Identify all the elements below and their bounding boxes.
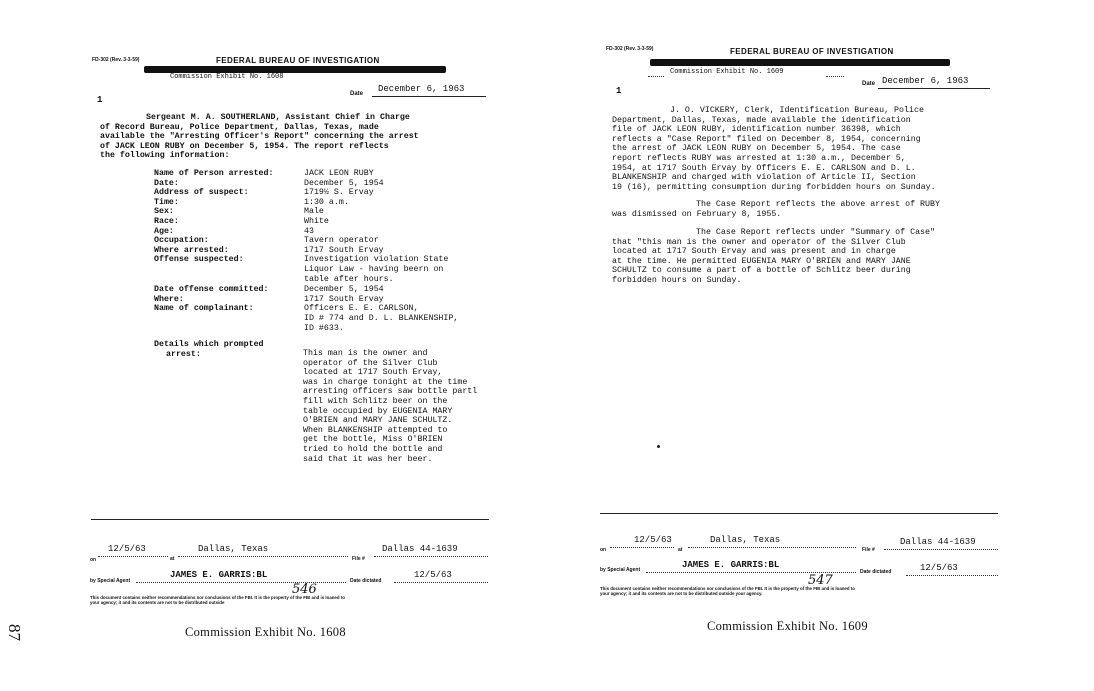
- details-line: arresting officers saw bottle partl: [303, 387, 478, 397]
- left-bureau-header: FEDERAL BUREAU OF INVESTIGATION: [216, 56, 380, 65]
- para-line: SCHULTZ to consume a part of a bottle of Schlitz beer during: [612, 266, 911, 276]
- field-row: [154, 304, 458, 333]
- left-at-label: at: [170, 556, 175, 562]
- field-value: [304, 236, 379, 246]
- left-date: December 6, 1963: [378, 84, 465, 94]
- right-exhibit-underline: [826, 76, 844, 77]
- field-value-line: Officers E. E. CARLSON,: [304, 304, 419, 314]
- field-row: [154, 246, 458, 256]
- details-line: operator of the Silver Club: [303, 358, 438, 368]
- para-line: 19 (16), permitting consumption during forbidden hours on Sunday.: [612, 182, 936, 192]
- left-file-label: File #: [352, 556, 365, 562]
- field-row: [154, 217, 458, 227]
- field-value-line: 43: [304, 226, 314, 236]
- field-row: [154, 188, 458, 198]
- stray-dot: [657, 445, 660, 448]
- right-page-marker: 1: [616, 86, 622, 96]
- left-file-number: Dallas 44-1639: [382, 544, 458, 554]
- left-caption: Commission Exhibit No. 1608: [185, 625, 346, 639]
- right-exhibit-underline: [648, 76, 664, 77]
- field-value: [304, 255, 448, 284]
- field-row: [154, 295, 458, 305]
- footer-line: your agency; it and its contents are not to be distributed outside: [90, 600, 225, 606]
- field-key: Date:: [154, 178, 179, 188]
- right-bureau-header: FEDERAL BUREAU OF INVESTIGATION: [730, 47, 894, 56]
- para-line: the arrest of JACK LEON RUBY on December 5, 1954. The case: [612, 144, 901, 154]
- para-line: at the time. He permitted EUGENIA MARY O'BRIEN and MARY JANE: [612, 256, 911, 266]
- details-line: located at 1717 South Ervay,: [303, 368, 443, 378]
- right-file-line: [884, 549, 998, 550]
- right-footer-rule: [600, 513, 998, 514]
- left-page-marker: 1: [97, 95, 103, 105]
- details-line: said that it was her beer.: [303, 454, 433, 464]
- left-date-label: Date: [350, 91, 364, 97]
- footer-line: your agency; it and its contents are not to be distributed outside your agency.: [600, 591, 763, 597]
- para-line: reflects a "Case Report" filed on December 8, 1954, concerning: [612, 134, 921, 144]
- right-file-label: File #: [862, 547, 875, 553]
- left-handwritten-number: 546: [292, 582, 317, 597]
- left-dictated-line: [394, 582, 488, 583]
- right-handwritten-number: 547: [808, 573, 833, 588]
- intro-line: of JACK LEON RUBY on December 5, 1954. The report reflects: [100, 141, 389, 151]
- right-at-place: Dallas, Texas: [710, 535, 781, 545]
- details-label-line: Details which prompted: [154, 340, 264, 349]
- field-value-line: Liquor Law - having beern on: [304, 264, 444, 274]
- field-value-line: JACK LEON RUBY: [304, 169, 374, 178]
- para-line: 1954, at 1717 South Ervay by Officers E. E. CARLSON and D. L.: [612, 163, 916, 173]
- field-row: [154, 198, 458, 208]
- right-at-line: [688, 547, 856, 548]
- footer-line: This document contains neither recommendations nor conclusions of the FBI. It is the property of the FBI and is loaned to: [90, 595, 345, 600]
- field-row: [154, 285, 458, 295]
- intro-line: available the "Arresting Officer's Report" concerning the arrest: [100, 132, 419, 142]
- left-on-line: [98, 556, 168, 557]
- left-at-place: Dallas, Texas: [198, 544, 269, 554]
- para-line: Department, Dallas, Texas, made available the identification: [612, 115, 911, 125]
- field-key: Time:: [154, 197, 179, 207]
- right-on-date: 12/5/63: [634, 535, 672, 545]
- left-header-rule: [144, 66, 446, 73]
- left-exhibit-label: Commission Exhibit No. 1608: [170, 73, 284, 81]
- right-form-number: FD-302 (Rev. 3-3-59): [606, 46, 654, 52]
- field-value-line: 1717 South Ervay: [304, 245, 384, 255]
- left-dictated-label: Date dictated: [350, 578, 382, 584]
- right-caption: Commission Exhibit No. 1609: [707, 619, 868, 633]
- left-on-label: on: [90, 557, 97, 563]
- field-value-line: 1719½ S. Ervay: [304, 188, 374, 198]
- field-value: [304, 198, 349, 208]
- left-details-text: [303, 349, 477, 464]
- right-paragraph-1: [612, 106, 936, 192]
- field-value-line: December 5, 1954: [304, 285, 384, 295]
- left-footer-note: [90, 595, 345, 605]
- field-value: [304, 217, 329, 227]
- details-line: tried to hold the bottle and: [303, 444, 443, 454]
- details-label-line: arrest:: [166, 349, 201, 359]
- right-footer-note: [600, 586, 855, 596]
- right-date-line: [878, 88, 990, 89]
- field-key: Where arrested:: [154, 245, 229, 255]
- field-value: [304, 304, 458, 333]
- field-value-line: December 5, 1954: [304, 178, 384, 188]
- details-line: This man is the owner and: [303, 349, 428, 358]
- right-paragraph-2: [612, 200, 940, 219]
- left-details-label: [154, 340, 264, 359]
- field-value-line: Male: [304, 207, 324, 217]
- left-file-line: [374, 556, 488, 557]
- para-line: The Case Report reflects the above arrest of RUBY: [696, 200, 940, 209]
- field-row: [154, 207, 458, 217]
- right-header-rule: [650, 59, 950, 66]
- details-line: table occupied by EUGENIA MARY: [303, 406, 453, 416]
- footer-line: This document contains neither recommendations nor conclusions of the FBI. It is the property of the FBI and is loaned to: [600, 586, 855, 591]
- right-date: December 6, 1963: [882, 76, 969, 86]
- left-agent-label: by Special Agent: [90, 578, 131, 584]
- para-line: was dismissed on February 8, 1955.: [612, 209, 782, 219]
- right-paragraph-3: [612, 228, 935, 286]
- para-line: located at 1717 South Ervay and was present and in charge: [612, 247, 896, 257]
- field-key: Name of complainant:: [154, 304, 254, 314]
- field-value: [304, 179, 384, 189]
- field-value-line: 1:30 a.m.: [304, 197, 349, 207]
- field-value-line: 1717 South Ervay: [304, 294, 384, 304]
- right-date-label: Date: [862, 81, 876, 87]
- para-line: file of JACK LEON RUBY, identification number 36398, which: [612, 125, 901, 135]
- left-fields-table: [154, 169, 458, 333]
- field-row: [154, 236, 458, 246]
- details-line: When BLANKENSHIP attempted to: [303, 425, 448, 435]
- left-footer-rule: [91, 519, 489, 520]
- field-value-line: Tavern operator: [304, 236, 379, 246]
- right-dictated-line: [906, 575, 998, 576]
- para-line: The Case Report reflects under "Summary of Case": [696, 228, 935, 237]
- details-line: was in charge tonight at the time: [303, 377, 468, 387]
- field-key: Name of Person arrested:: [154, 169, 274, 178]
- intro-line: Sergeant M. A. SOUTHERLAND, Assistant Chief in Charge: [146, 113, 410, 122]
- field-value: [304, 295, 384, 305]
- left-agent: JAMES E. GARRIS:BL: [170, 570, 268, 580]
- left-on-date: 12/5/63: [108, 544, 146, 554]
- left-intro: [100, 113, 419, 161]
- field-row: [154, 169, 458, 179]
- field-key: Age:: [154, 226, 174, 236]
- details-line: fill with Schlitz beer on the: [303, 396, 448, 406]
- right-file-number: Dallas 44-1639: [900, 537, 976, 547]
- field-row: [154, 227, 458, 237]
- field-key: Address of suspect:: [154, 188, 249, 198]
- field-key: Sex:: [154, 207, 174, 217]
- field-key: Offense suspected:: [154, 255, 244, 265]
- field-value: [304, 285, 384, 295]
- para-line: J. O. VICKERY, Clerk, Identification Bureau, Police: [670, 106, 924, 115]
- field-key: Date offense committed:: [154, 285, 269, 295]
- details-line: O'BRIEN and MARY JANE SCHULTZ.: [303, 416, 453, 426]
- field-key: Where:: [154, 294, 184, 304]
- page-number: 87: [5, 624, 24, 641]
- field-value-line: Investigation violation State: [304, 255, 449, 265]
- left-form-number: FD-302 (Rev. 3-3-59): [92, 57, 140, 63]
- details-line: get the bottle, Miss O'BRIEN: [303, 435, 443, 445]
- right-dictated-label: Date dictated: [860, 569, 892, 575]
- field-value: [304, 227, 314, 237]
- field-key: Race:: [154, 216, 179, 226]
- field-row: [154, 255, 458, 284]
- intro-line: the following information:: [100, 151, 230, 161]
- field-value: [304, 246, 384, 256]
- right-on-line: [610, 547, 674, 548]
- field-value-line: ID #633.: [304, 323, 344, 333]
- left-dictated: 12/5/63: [414, 570, 452, 580]
- right-on-label: on: [600, 547, 607, 553]
- field-value: [304, 169, 374, 179]
- para-line: BLANKENSHIP and charged with violation of Article II, Section: [612, 173, 916, 183]
- right-exhibit-label: Commission Exhibit No. 1609: [670, 68, 784, 76]
- right-dictated: 12/5/63: [920, 563, 958, 573]
- left-at-line: [178, 556, 348, 557]
- field-value-line: ID # 774 and D. L. BLANKENSHIP,: [304, 313, 459, 323]
- field-key: Occupation:: [154, 236, 209, 246]
- para-line: forbidden hours on Sunday.: [612, 275, 742, 285]
- left-date-line: [372, 96, 486, 97]
- field-row: [154, 179, 458, 189]
- field-value: [304, 207, 324, 217]
- right-agent-label: by Special Agent: [600, 567, 641, 573]
- field-value: [304, 188, 374, 198]
- field-value-line: table after hours.: [304, 274, 394, 284]
- intro-line: of Record Bureau, Police Department, Dallas, Texas, made: [100, 122, 379, 132]
- field-value-line: White: [304, 216, 329, 226]
- right-agent: JAMES E. GARRIS:BL: [682, 560, 780, 570]
- para-line: that "this man is the owner and operator of the Silver Club: [612, 237, 906, 247]
- para-line: report reflects RUBY was arrested at 1:30 a.m., December 5,: [612, 153, 906, 163]
- right-at-label: at: [678, 547, 683, 553]
